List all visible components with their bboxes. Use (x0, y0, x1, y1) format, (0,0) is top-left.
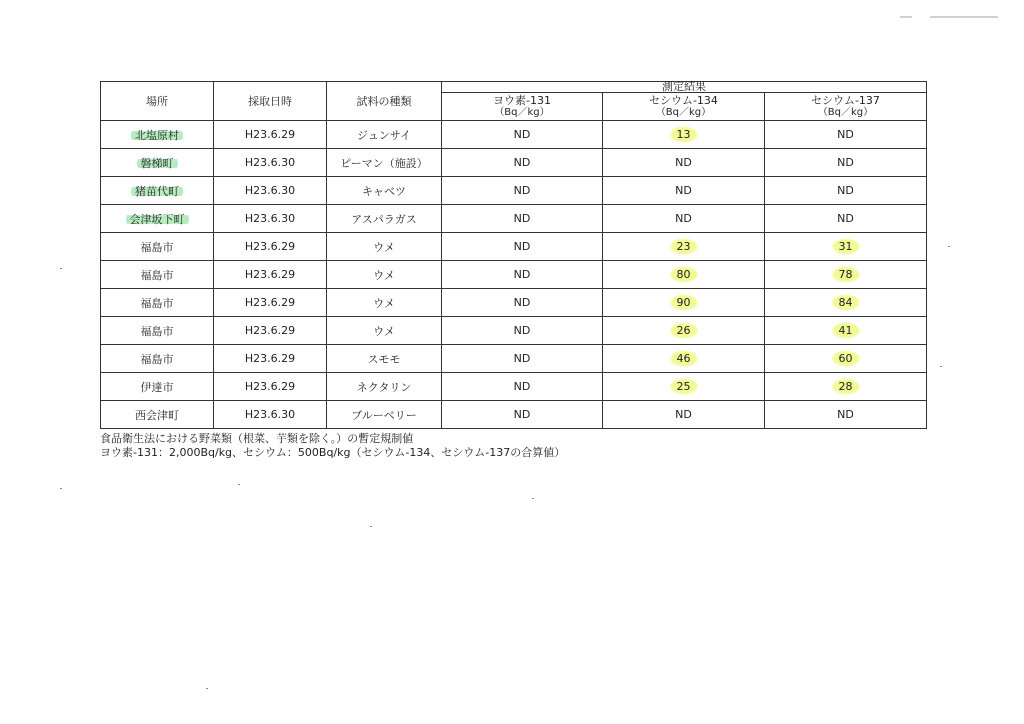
cell-place (101, 149, 214, 177)
cell-date-value: H23.6.29 (244, 240, 296, 253)
cell-date-value: H23.6.30 (244, 156, 296, 169)
cell-cesium-137 (765, 177, 927, 205)
cell-iodine-131-value: ND (513, 352, 531, 365)
cell-cesium-137 (765, 401, 927, 429)
cell-cesium-134 (603, 177, 765, 205)
cell-cesium-134-value: ND (675, 212, 692, 225)
cell-iodine-131 (442, 121, 603, 149)
cell-iodine-131-value: ND (513, 156, 531, 169)
scan-speck (60, 268, 62, 269)
cell-cesium-134-value: ND (675, 408, 692, 421)
cell-cesium-137 (765, 317, 927, 345)
header-results-group: 測定結果 (442, 82, 927, 93)
cell-date-value: H23.6.29 (244, 296, 296, 309)
cell-date (214, 401, 327, 429)
cell-iodine-131 (442, 149, 603, 177)
cell-place (101, 205, 214, 233)
cell-sample (327, 121, 442, 149)
cell-sample (327, 233, 442, 261)
cell-cesium-137-value: 78 (831, 266, 861, 283)
regulation-notes (100, 432, 565, 460)
header-sample-type: 試料の種類 (327, 82, 442, 121)
cell-sample-value: ウメ (373, 240, 395, 254)
cell-cesium-137 (765, 261, 927, 289)
cell-date (214, 233, 327, 261)
cell-sample (327, 289, 442, 317)
cell-sample (327, 373, 442, 401)
scan-speck (60, 488, 62, 489)
cell-date (214, 317, 327, 345)
cell-sample-value: ジュンサイ (356, 128, 411, 142)
cell-iodine-131 (442, 261, 603, 289)
header-date: 採取日時 (214, 82, 327, 121)
cell-date-value: H23.6.29 (244, 268, 296, 281)
cell-iodine-131-value: ND (513, 184, 531, 197)
cell-sample-value: ウメ (373, 296, 395, 310)
cell-sample-value: ブルーベリー (351, 408, 417, 422)
cell-sample (327, 205, 442, 233)
cell-sample (327, 149, 442, 177)
cell-cesium-134 (603, 233, 765, 261)
table-row (101, 401, 927, 429)
table-row (101, 317, 927, 345)
cell-place-value: 北塩原村 (131, 129, 183, 142)
cell-cesium-137 (765, 345, 927, 373)
cell-cesium-134-value: 46 (669, 350, 699, 367)
cell-cesium-137-value: ND (837, 128, 854, 141)
scan-speck (238, 484, 240, 485)
cell-sample-value: ネクタリン (356, 380, 412, 394)
cell-sample-value: キャベツ (362, 184, 406, 198)
cell-place-value: 福島市 (140, 268, 174, 282)
cell-cesium-134-value: ND (675, 184, 692, 197)
scan-speck (940, 366, 942, 367)
cell-sample (327, 317, 442, 345)
header-iodine-label: ヨウ素-131 (493, 93, 551, 107)
cell-place-value: 福島市 (140, 240, 174, 254)
header-place: 場所 (101, 82, 214, 121)
cell-place (101, 317, 214, 345)
cell-sample (327, 401, 442, 429)
cell-iodine-131-value: ND (513, 324, 531, 337)
cell-cesium-137-value: 84 (831, 294, 861, 311)
cell-cesium-137-value: ND (837, 184, 854, 197)
cell-sample (327, 345, 442, 373)
table-row (101, 121, 927, 149)
cell-date (214, 373, 327, 401)
cell-cesium-137 (765, 289, 927, 317)
cell-iodine-131 (442, 373, 603, 401)
header-iodine-131 (442, 93, 603, 121)
cell-place (101, 233, 214, 261)
cell-iodine-131 (442, 205, 603, 233)
cell-cesium-134 (603, 261, 765, 289)
table-row (101, 373, 927, 401)
table-row (101, 345, 927, 373)
cell-sample (327, 177, 442, 205)
cell-sample-value: スモモ (367, 352, 401, 366)
cell-place-value: 伊達市 (140, 380, 174, 394)
cell-place-value: 会津坂下町 (126, 213, 189, 226)
scan-mark (900, 16, 912, 18)
cell-cesium-134-value: 25 (669, 378, 699, 395)
scan-speck (948, 246, 950, 247)
cell-cesium-137 (765, 373, 927, 401)
cell-sample-value: アスパラガス (351, 212, 417, 226)
cell-iodine-131 (442, 317, 603, 345)
cell-date-value: H23.6.30 (244, 184, 296, 197)
cell-date-value: H23.6.29 (244, 128, 296, 141)
cell-date (214, 261, 327, 289)
cell-cesium-137-value: ND (837, 212, 854, 225)
cell-sample-value: ピーマン（施設） (340, 156, 428, 170)
cell-place-value: 猪苗代町 (131, 185, 183, 198)
cell-iodine-131 (442, 401, 603, 429)
table-body (101, 121, 927, 429)
cell-cesium-137-value: ND (837, 156, 854, 169)
cell-place (101, 345, 214, 373)
cell-cesium-137 (765, 233, 927, 261)
table-row (101, 205, 927, 233)
cell-iodine-131-value: ND (513, 380, 531, 393)
measurement-results-table (100, 81, 927, 429)
note-line-2: ヨウ素-131：2,000Bq/kg、セシウム：500Bq/kg（セシウム-134、セシウム-137の合算値） (100, 446, 566, 459)
cell-place-value: 福島市 (140, 324, 174, 338)
cell-cesium-134-value: 13 (669, 126, 699, 143)
cell-iodine-131-value: ND (513, 212, 531, 225)
cell-date-value: H23.6.29 (244, 352, 296, 365)
cell-cesium-134 (603, 345, 765, 373)
scan-speck (532, 498, 534, 499)
cell-sample (327, 261, 442, 289)
cell-sample-value: ウメ (373, 324, 395, 338)
cell-cesium-137-value: 41 (831, 322, 861, 339)
cell-date-value: H23.6.30 (244, 212, 296, 225)
cell-date (214, 289, 327, 317)
cell-cesium-134-value: 80 (669, 266, 699, 283)
scan-speck (206, 688, 208, 689)
cell-place (101, 289, 214, 317)
scan-speck (370, 526, 372, 527)
cell-cesium-134-value: 26 (669, 322, 699, 339)
cell-cesium-134 (603, 373, 765, 401)
table-row (101, 149, 927, 177)
cell-place (101, 121, 214, 149)
cell-cesium-134 (603, 289, 765, 317)
header-unit: （Bq／kg） (817, 106, 874, 118)
cell-date-value: H23.6.30 (244, 408, 296, 421)
cell-cesium-134 (603, 121, 765, 149)
cell-cesium-134 (603, 317, 765, 345)
cell-iodine-131 (442, 177, 603, 205)
cell-iodine-131-value: ND (513, 408, 531, 421)
cell-iodine-131 (442, 233, 603, 261)
cell-iodine-131-value: ND (513, 268, 531, 281)
cell-iodine-131-value: ND (513, 296, 531, 309)
cell-place (101, 373, 214, 401)
cell-date-value: H23.6.29 (244, 324, 296, 337)
cell-place-value: 磐梯町 (137, 157, 178, 170)
cell-date (214, 205, 327, 233)
cell-cesium-134-value: 23 (669, 238, 699, 255)
cell-place-value: 福島市 (140, 296, 174, 310)
cell-date (214, 149, 327, 177)
cell-date (214, 121, 327, 149)
cell-cesium-137-value: 31 (831, 238, 861, 255)
header-cs134-label: セシウム-134 (649, 93, 718, 107)
cell-iodine-131 (442, 345, 603, 373)
cell-cesium-137 (765, 149, 927, 177)
cell-iodine-131 (442, 289, 603, 317)
cell-place-value: 西会津町 (135, 408, 179, 422)
header-cesium-137 (765, 93, 927, 121)
cell-cesium-134 (603, 149, 765, 177)
cell-cesium-134-value: 90 (669, 294, 699, 311)
cell-place-value: 福島市 (140, 352, 174, 366)
cell-date-value: H23.6.29 (244, 380, 296, 393)
table-row (101, 177, 927, 205)
header-unit: （Bq／kg） (494, 106, 550, 118)
cell-iodine-131-value: ND (513, 128, 531, 141)
cell-date (214, 345, 327, 373)
table-row (101, 289, 927, 317)
header-cesium-134 (603, 93, 765, 121)
cell-sample-value: ウメ (373, 268, 395, 282)
table-row (101, 261, 927, 289)
cell-cesium-137 (765, 121, 927, 149)
cell-cesium-137-value: 60 (831, 350, 861, 367)
cell-cesium-137 (765, 205, 927, 233)
cell-iodine-131-value: ND (513, 240, 531, 253)
cell-date (214, 177, 327, 205)
header-cs137-label: セシウム-137 (811, 93, 880, 107)
cell-place (101, 401, 214, 429)
cell-cesium-137-value: 28 (831, 378, 861, 395)
cell-cesium-134-value: ND (675, 156, 692, 169)
note-line-1: 食品衛生法における野菜類（根菜、芋類を除く。）の暫定規制値 (100, 432, 414, 445)
table-row (101, 233, 927, 261)
cell-cesium-134 (603, 205, 765, 233)
cell-place (101, 261, 214, 289)
header-unit: （Bq／kg） (655, 106, 712, 118)
scan-mark (930, 16, 998, 18)
cell-place (101, 177, 214, 205)
cell-cesium-134 (603, 401, 765, 429)
cell-cesium-137-value: ND (837, 408, 854, 421)
